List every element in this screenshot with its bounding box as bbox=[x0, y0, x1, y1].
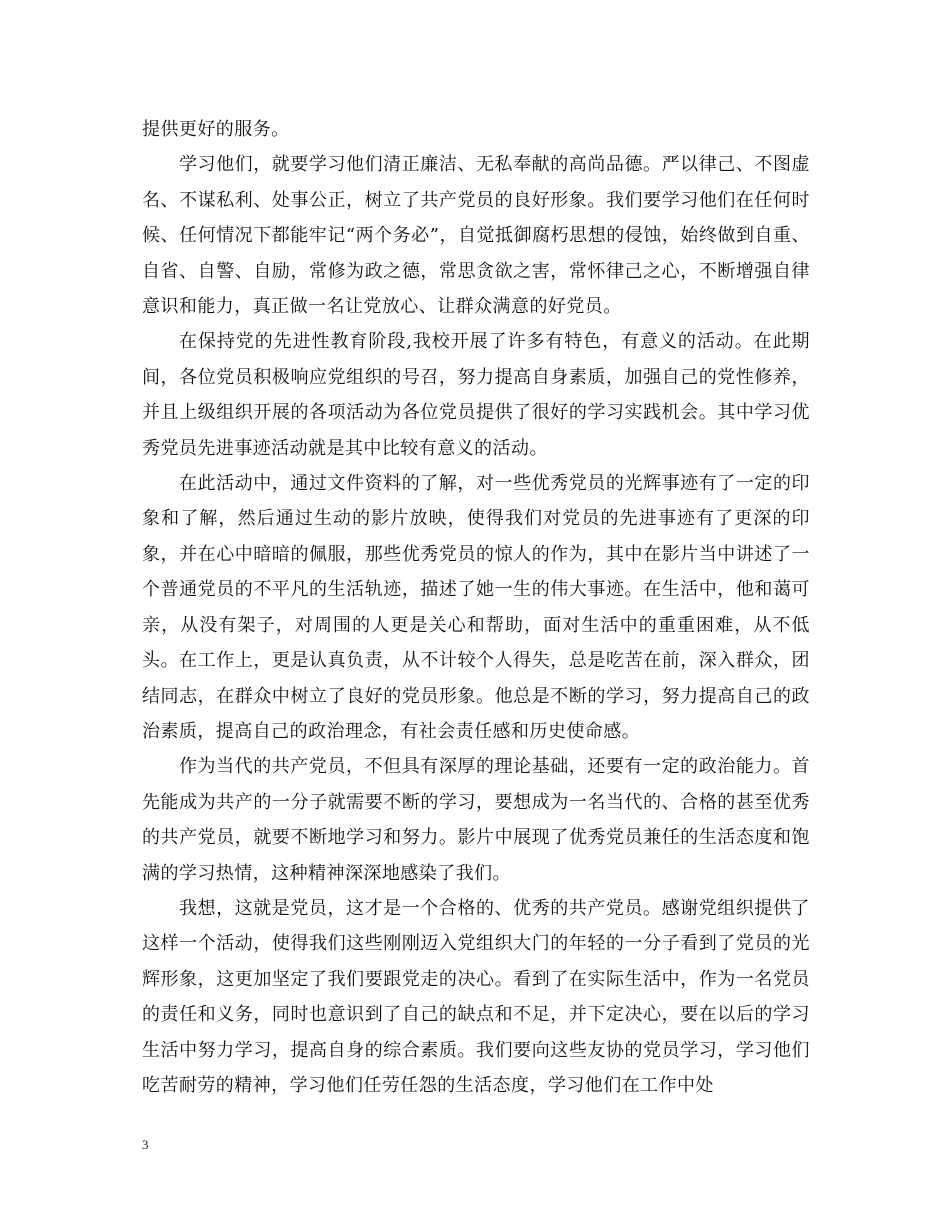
paragraph-5: 作为当代的共产党员，不但具有深厚的理论基础，还要有一定的政治能力。首先能成为共产的一分子就需要不断的学习，要想成为一名当代的、合格的甚至优秀的共产党员，就要不断地学习和努力。影片中展现了优秀党员兼任的生活态度和饱满的学习热情，这种精神深深地感染了我们。 bbox=[142, 756, 810, 884]
paragraph-2: 学习他们，就要学习他们清正廉洁、无私奉献的高尚品德。严以律己、不图虚名、不谋私利、处事公正，树立了共产党员的良好形象。我们要学习他们在任何时候、任何情况下都能牢记“两个务必”，自觉抵御腐朽思想的侵蚀，始终做到自重、自省、自警、自励，常修为政之德，常思贪欲之害，常怀律己之心，不断增强自律意识和能力，真正做一名让党放心、让群众满意的好党员。 bbox=[142, 154, 810, 318]
page-number: 3 bbox=[142, 1137, 149, 1152]
paragraph-3: 在保持党的先进性教育阶段,我校开展了许多有特色，有意义的活动。在此期间，各位党员积极响应党组织的号召，努力提高自身素质，加强自己的党性修养，并且上级组织开展的各项活动为各位党员提供了很好的学习实践机会。其中学习优秀党员先进事迹活动就是其中比较有意义的活动。 bbox=[142, 331, 810, 459]
paragraph-4: 在此活动中，通过文件资料的了解，对一些优秀党员的光辉事迹有了一定的印象和了解，然后通过生动的影片放映，使得我们对党员的先进事迹有了更深的印象，并在心中暗暗的佩服，那些优秀党员的惊人的作为，其中在影片当中讲述了一个普通党员的不平凡的生活轨迹，描述了她一生的伟大事迹。在生活中，他和蔼可亲，从没有架子，对周围的人更是关心和帮助，面对生活中的重重困难，从不低头。在工作上，更是认真负责，从不计较个人得失，总是吃苦在前，深入群众，团结同志，在群众中树立了良好的党员形象。他总是不断的学习，努力提高自己的政治素质，提高自己的政治理念，有社会责任感和历史使命感。 bbox=[142, 473, 810, 742]
paragraph-1: 提供更好的服务。 bbox=[142, 119, 290, 140]
paragraph-6: 我想，这就是党员，这才是一个合格的、优秀的共产党员。感谢党组织提供了这样一个活动，使得我们这些刚刚迈入党组织大门的年轻的一分子看到了党员的光辉形象，这更加坚定了我们要跟党走的决心。看到了在实际生活中，作为一名党员的责任和义务，同时也意识到了自己的缺点和不足，并下定决心，要在以后的学习生活中努力学习，提高自身的综合素质。我们要向这些友协的党员学习，学习他们吃苦耐劳的精神，学习他们任劳任怨的生活态度，学习他们在工作中处 bbox=[142, 897, 810, 1096]
document-body bbox=[142, 112, 810, 1103]
